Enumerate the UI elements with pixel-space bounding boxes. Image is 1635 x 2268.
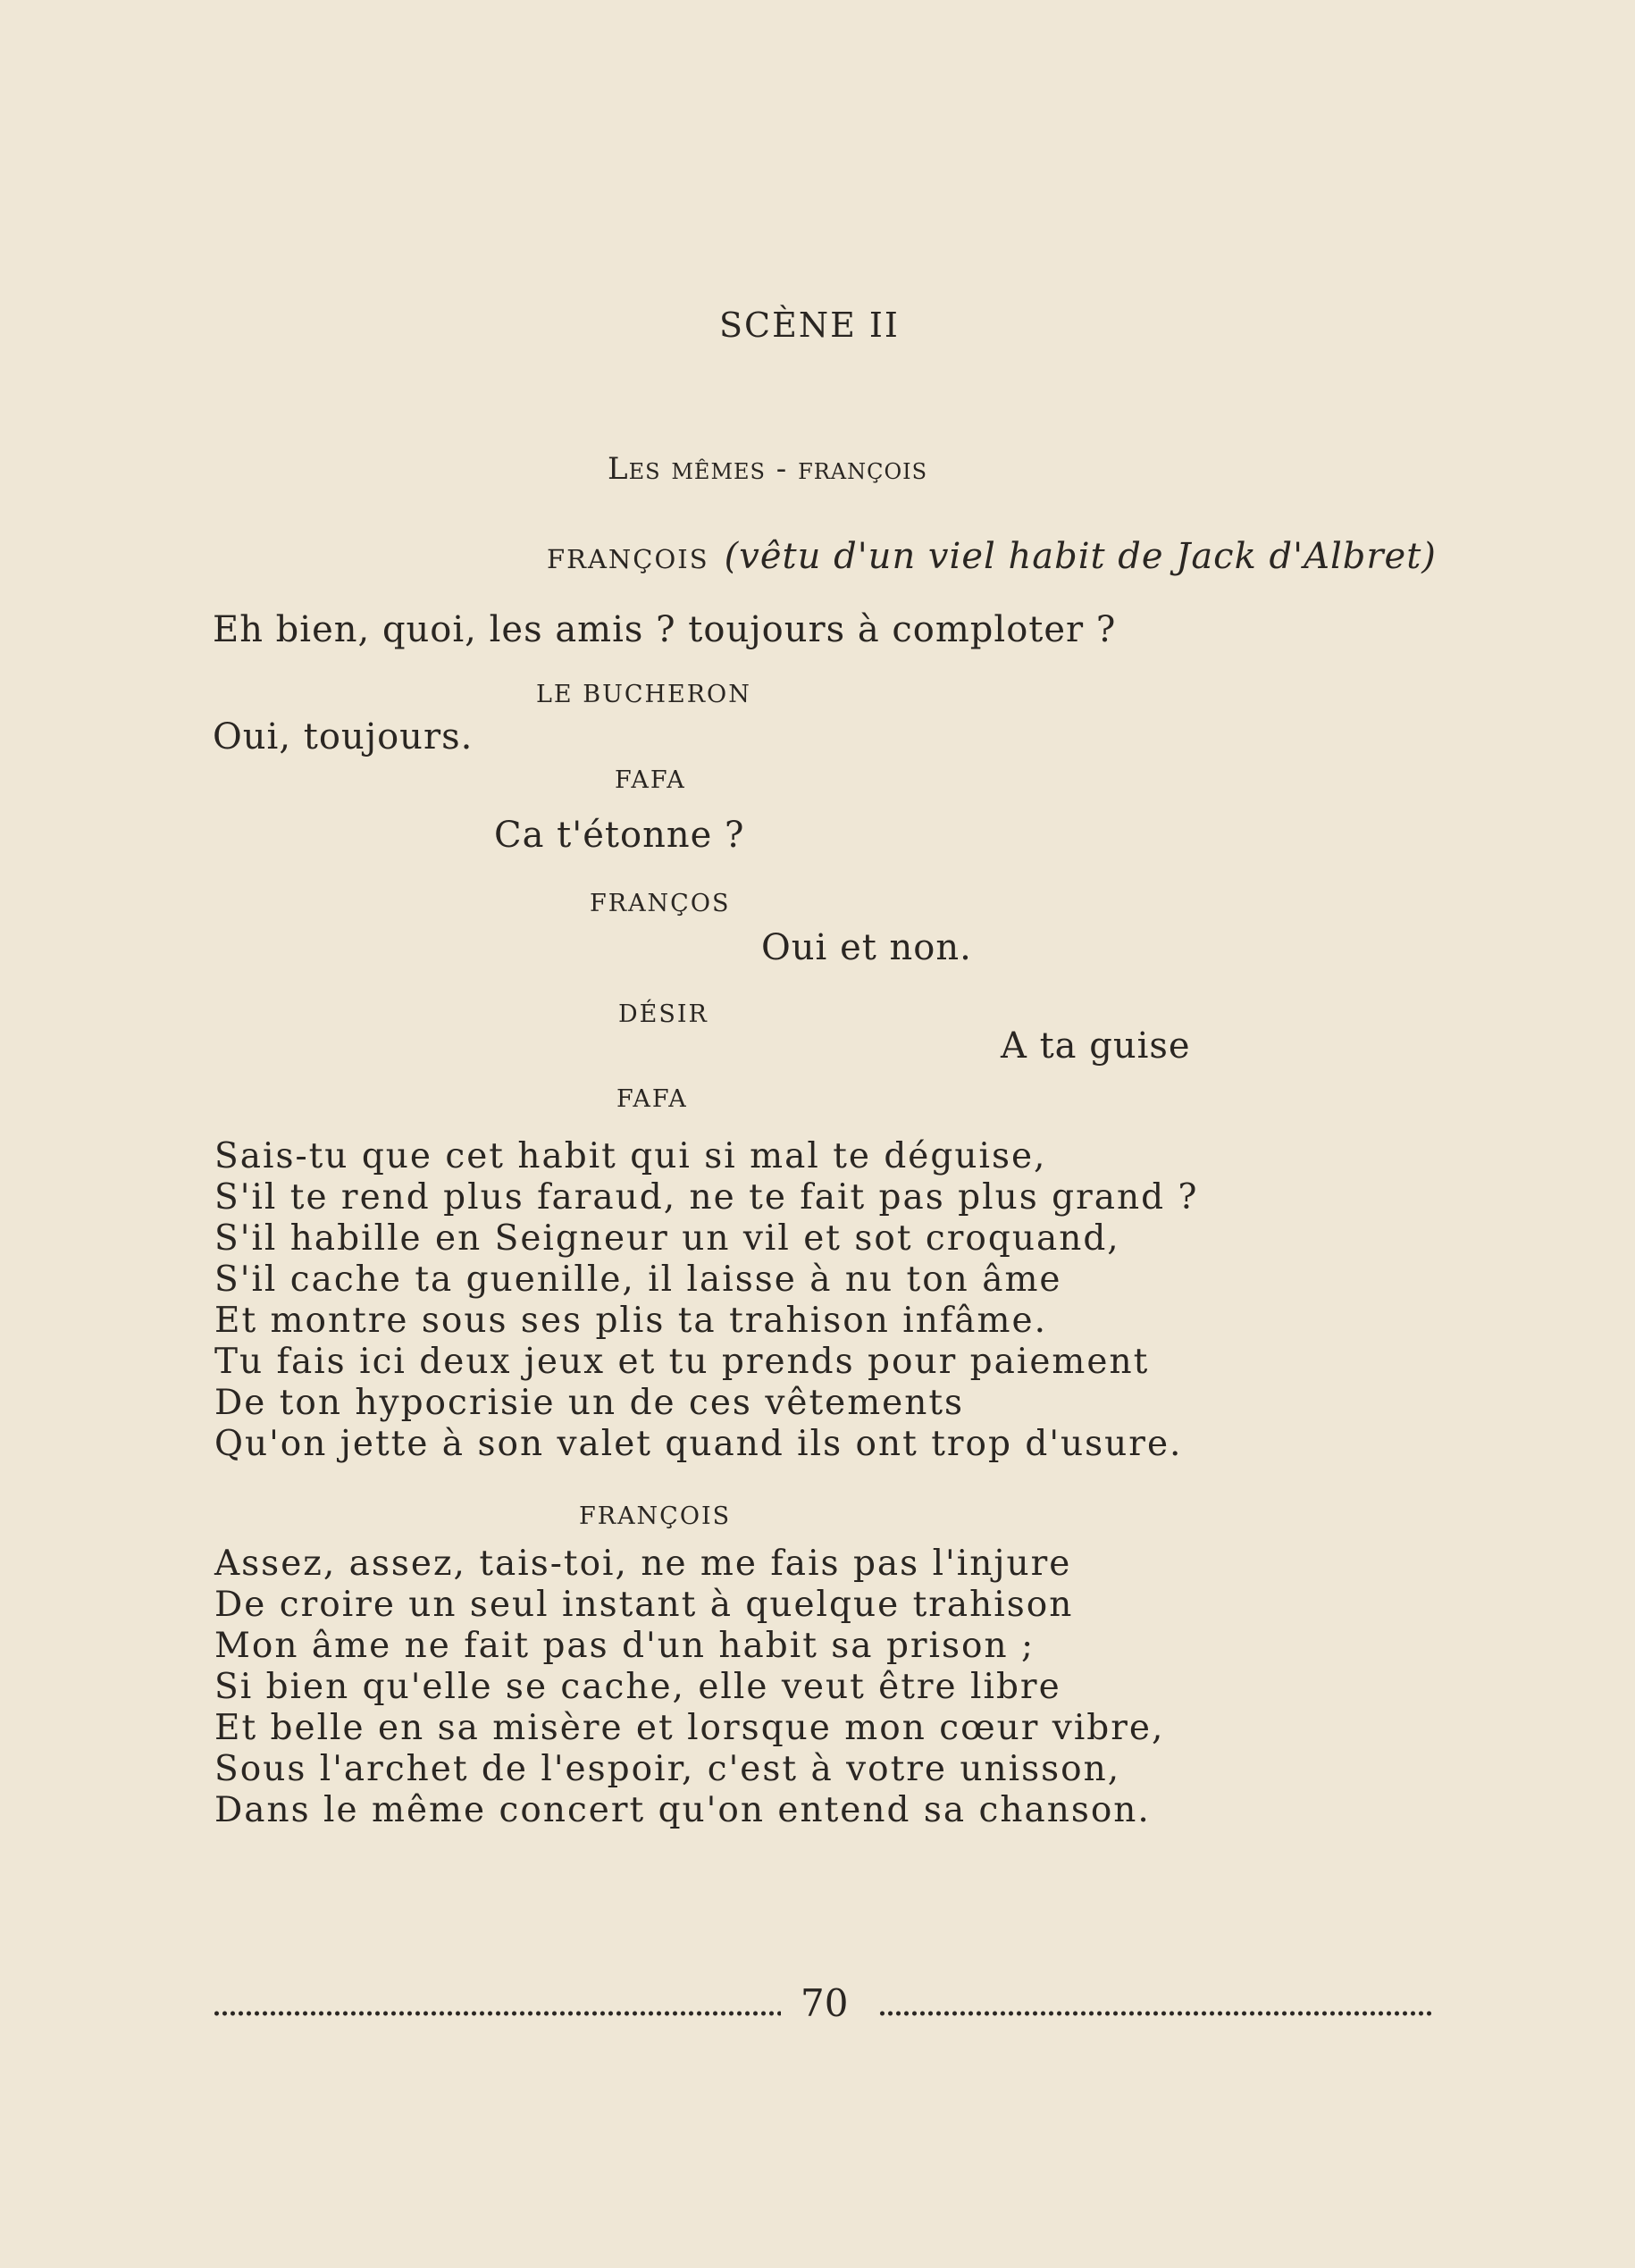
verse-line: Et belle en sa misère et lorsque mon cœur vibre,	[214, 1708, 1165, 1748]
leader-dots-left	[213, 2010, 781, 2017]
speaker-fafa: FAFA	[615, 766, 686, 794]
verse-block-francois	[214, 1544, 1164, 1831]
verse-line: Dans le même concert qu'on entend sa chanson.	[214, 1790, 1151, 1830]
dialogue-line: Oui, toujours.	[213, 716, 474, 757]
verse-line: De ton hypocrisie un de ces vêtements	[214, 1383, 965, 1423]
leader-dots-right	[878, 2010, 1432, 2017]
verse-line: Assez, assez, tais-toi, ne me fais pas l'injure	[214, 1544, 1072, 1584]
verse-line: De croire un seul instant à quelque trahison	[214, 1585, 1074, 1625]
verse-line: Et montre sous ses plis ta trahison infâme.	[214, 1301, 1047, 1341]
speaker-francois: FRANÇOIS	[547, 544, 709, 574]
speaker-bucheron: LE BUCHERON	[536, 681, 751, 708]
verse-line: S'il te rend plus faraud, ne te fait pas plus grand ?	[214, 1177, 1199, 1218]
speaker-desir: DÉSIR	[618, 1000, 708, 1028]
verse-line: Qu'on jette à son valet quand ils ont trop d'usure.	[214, 1424, 1183, 1464]
dialogue-line: Ca t'étonne ?	[494, 815, 745, 856]
dialogue-line: A ta guise	[1001, 1025, 1191, 1067]
speaker-fafa: FAFA	[616, 1085, 688, 1113]
verse-line: Tu fais ici deux jeux et tu prends pour paiement	[214, 1342, 1150, 1382]
page-footer	[213, 1981, 1431, 2026]
verse-block-fafa	[214, 1136, 1198, 1465]
verse-line: S'il cache ta guenille, il laisse à nu ton âme	[214, 1260, 1062, 1300]
verse-line: Sous l'archet de l'espoir, c'est à votre unisson,	[214, 1749, 1121, 1789]
verse-line: Si bien qu'elle se cache, elle veut être libre	[214, 1667, 1061, 1707]
speaker-francois: FRANÇOIS	[579, 1502, 732, 1530]
entrance-line	[547, 536, 1437, 577]
verse-line: S'il habille en Seigneur un vil et sot croquand,	[214, 1218, 1120, 1259]
scene-title: SCÈNE II	[719, 305, 900, 345]
stage-direction: (vêtu d'un viel habit de Jack d'Albret)	[724, 536, 1437, 577]
dialogue-line: Oui et non.	[761, 927, 972, 968]
page-number: 70	[801, 1981, 849, 2025]
verse-line: Sais-tu que cet habit qui si mal te déguise,	[214, 1136, 1047, 1176]
verse-line: Mon âme ne fait pas d'un habit sa prison ;	[214, 1626, 1036, 1666]
cast-list: Les mêmes - françois	[608, 451, 928, 487]
speaker-francos: FRANÇOS	[590, 890, 731, 917]
dialogue-line: Eh bien, quoi, les amis ? toujours à comploter ?	[213, 609, 1117, 650]
